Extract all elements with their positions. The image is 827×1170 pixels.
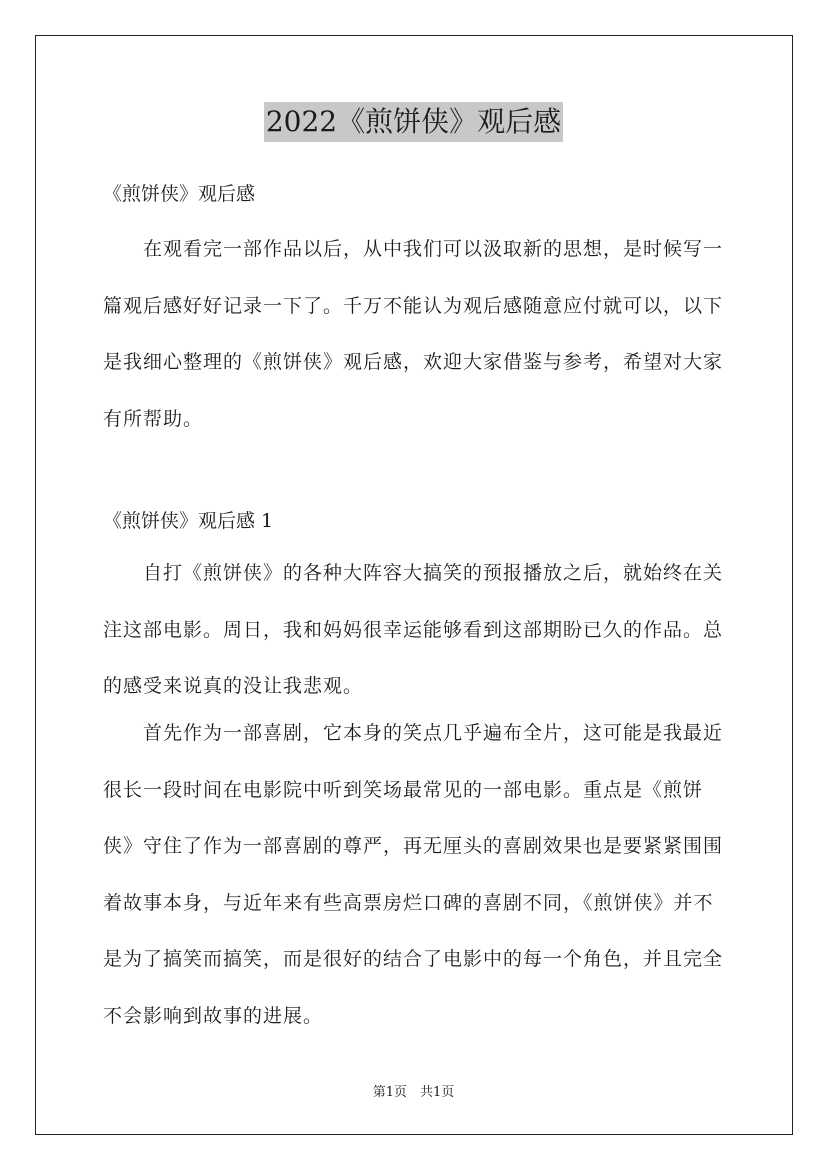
body-paragraph-1: 自打《煎饼侠》的各种大阵容大搞笑的预报播放之后，就始终在关注这部电影。周日，我和妈妈很幸运能够看到这部期盼已久的作品。总的感受来说真的没让我悲观。 xyxy=(103,562,724,697)
section-heading: 《煎饼侠》观后感 1 xyxy=(103,510,274,532)
body-paragraph-2: 首先作为一部喜剧，它本身的笑点几乎遍布全片，这可能是我最近很长一段时间在电影院中听到笑场最常见的一部电影。重点是《煎饼侠》守住了作为一部喜剧的尊严，再无厘头的喜剧效果也是要紧紧围围着故事本身，与近年来有些高票房烂口碑的喜剧不同，《煎饼侠》并不是为了搞笑而搞笑，而是很好的结合了电影中的每一个角色，并且完全不会影响到故事的进展。 xyxy=(103,722,724,1027)
document-subtitle: 《煎饼侠》观后感 xyxy=(103,183,256,205)
document-title-text: 2022《煎饼侠》观后感 xyxy=(264,102,563,142)
document-title xyxy=(0,102,827,142)
page-footer: 第1页 共1页 xyxy=(372,1085,455,1100)
intro-paragraph: 在观看完一部作品以后，从中我们可以汲取新的思想，是时候写一篇观后感好好记录一下了。千万不能认为观后感随意应付就可以，以下是我细心整理的《煎饼侠》观后感，欢迎大家借鉴与参考，希望对大家有所帮助。 xyxy=(103,238,724,430)
